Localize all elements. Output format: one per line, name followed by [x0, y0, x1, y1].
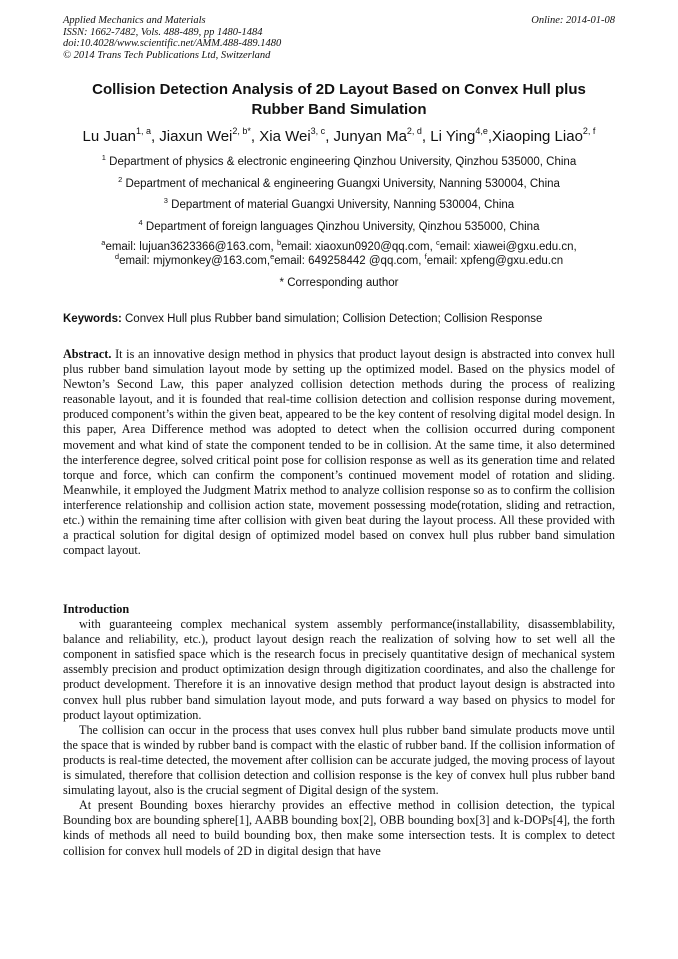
- copyright-line: © 2014 Trans Tech Publications Ltd, Switzerland: [63, 49, 271, 61]
- email-a: email: lujuan3623366@163.com,: [105, 241, 277, 253]
- journal-header: [63, 15, 615, 61]
- email-line-2: $^d$email: mjymonkey@163.com,$^e$email: 649258442 @qq.com, $^f$email: xpfeng@gxu.edu.cn: [114, 252, 564, 267]
- author-sup: 2, b*: [232, 126, 251, 136]
- keywords: [63, 312, 615, 327]
- introduction: [63, 602, 615, 859]
- author-sep: ,: [325, 128, 334, 145]
- affiliation-text: Department of mechanical & engineering Guangxi University, Nanning 530004, China: [125, 178, 560, 190]
- abstract-text: It is an innovative design method in physics that product layout design is abstracted into convex hull plus rubber band simulation layout mode by setting up the optimized model. Based on the physics model of Newton’s Second Law, this paper analyzed collision detection methods during the process of realizing reasonable layout, and it is founded that real-time collision detection and collision response during movement, produced component’s within the given beat, appeared to be the key content of resolving digital model design. In this paper, Area Difference method was adopted to detect when the collision occurred during component movement and what kind of state the component tended to be in collision. At the same time, it also determined the interference degree, solved critical point pose for collision response as well as its generation time and related torque and force, which can confirm the component’s continued movement model of rotation and sliding. Meanwhile, it employed the Judgment Matrix method to analyze collision response so as to confirm the collision interference relationship and collision action state, movement possessing mode(rotation, sliding and retraction, etc.) within the remaining time after collision with given beat during the layout process. All these provided with a practical solution for digital design of optimized model based on convex hull plus rubber band simulation compact layout.: [63, 347, 616, 558]
- author-sep: ,: [487, 128, 492, 145]
- affiliation-text: Department of physics & electronic engineering Qinzhou University, Qinzhou 535000, China: [109, 156, 577, 168]
- author-sup: 2, f: [582, 126, 596, 136]
- affiliation-sup: 3: [163, 196, 168, 205]
- email-e: email: 649258442 @qq.com,: [274, 255, 425, 267]
- keywords-label: Keywords:: [63, 313, 122, 325]
- abstract-label: Abstract.: [63, 347, 112, 361]
- affiliation-text: Department of material Guangxi University, Nanning 530004, China: [171, 199, 515, 211]
- intro-paragraph-2: The collision can occur in the process that uses convex hull plus rubber band simulate products move until the space that is winded by rubber band is compact with the elastic of rubber band. If the collision information of products is real-time detected, the movement after collision can be accurate judged, the moving process of layout is simulated, therefore that collision detection and collision response is the key of convex hull plus rubber band simulating layout, also is the crucial segment of Digital design of the system.: [63, 722, 615, 798]
- author-name: Jiaxun Wei: [159, 128, 233, 145]
- email-c: email: xiawei@gxu.edu.cn,: [439, 241, 577, 253]
- doi-line: doi:10.4028/www.scientific.net/AMM.488-489.1480: [63, 38, 282, 49]
- abstract: [63, 347, 615, 558]
- corresponding-author-note: * Corresponding author: [279, 277, 399, 289]
- affiliation-sup: 1: [101, 153, 106, 162]
- affiliation-sup: 2: [118, 175, 123, 184]
- affiliation-2: [20, 177, 658, 192]
- author-sep: ,: [421, 128, 431, 145]
- email-d: email: mjymonkey@163.com,: [119, 255, 271, 267]
- paper-title: [40, 80, 638, 120]
- email-b: email: xiaoxun0920@qq.com,: [281, 241, 436, 253]
- intro-paragraph-1: with guaranteeing complex mechanical system assembly performance(installability, disassemblability, balance and reliability, etc.), product layout design reach the realization of solving how to set well all the component in satisfied space which is the research focus in precisely quantitative design of mechanical system assembly precision and product optimization design through digitization coordinates, and also the challenge for product development. Therefore it is an innovative design method that product layout design is abstracted into convex hull plus rubber band simulation layout mode, and puts forward a way based on physics to model for product layout optimization.: [63, 617, 615, 722]
- keywords-text: Convex Hull plus Rubber band simulation; Collision Detection; Collision Response: [125, 313, 543, 325]
- author-sup: 4,e: [475, 126, 488, 136]
- email-f: email: xpfeng@gxu.edu.cn: [426, 255, 564, 267]
- email-block: [20, 240, 658, 268]
- journal-name: Applied Mechanics and Materials: [63, 15, 206, 26]
- author-list: [20, 127, 658, 147]
- author-sep: ,: [150, 128, 160, 145]
- online-date: Online: 2014-01-08: [531, 15, 615, 26]
- author-name: Xiaoping Liao: [492, 128, 583, 145]
- title-line-2: Rubber Band Simulation: [251, 101, 427, 118]
- author-sup: 3, c: [310, 126, 326, 136]
- affiliation-1: [20, 155, 658, 170]
- issn-line: ISSN: 1662-7482, Vols. 488-489, pp 1480-1484: [63, 26, 263, 38]
- author-name: Lu Juan: [82, 128, 136, 145]
- email-line-1: $^a$email: lujuan3623366@163.com, $^b$email: xiaoxun0920@qq.com, $^c$email: xiawei@gxu.edu.cn,: [101, 238, 577, 253]
- author-name: Li Ying: [430, 128, 476, 145]
- author-sup: 1, a: [135, 126, 151, 136]
- affiliation-sup: 4: [138, 218, 143, 227]
- title-line-1: Collision Detection Analysis of 2D Layout Based on Convex Hull plus: [92, 81, 586, 98]
- affiliation-3: [20, 198, 658, 213]
- author-name: Xia Wei: [259, 128, 311, 145]
- author-sep: ,: [250, 128, 260, 145]
- author-sup: 2, d: [406, 126, 422, 136]
- affiliation-text: Department of foreign languages Qinzhou University, Qinzhou 535000, China: [145, 221, 540, 233]
- author-name: Junyan Ma: [333, 128, 407, 145]
- section-heading: Introduction: [63, 602, 130, 616]
- intro-paragraph-3: At present Bounding boxes hierarchy provides an effective method in collision detection, the typical Bounding box are bounding sphere[1], AABB bounding box[2], OBB bounding box[3] and k-DOPs[4], the forth kinds of methods all need to build bounding box, then make some intersection tests. It is complex to detect collision for convex hull models of 2D in digital design that have: [63, 798, 615, 858]
- affiliation-4: [20, 220, 658, 235]
